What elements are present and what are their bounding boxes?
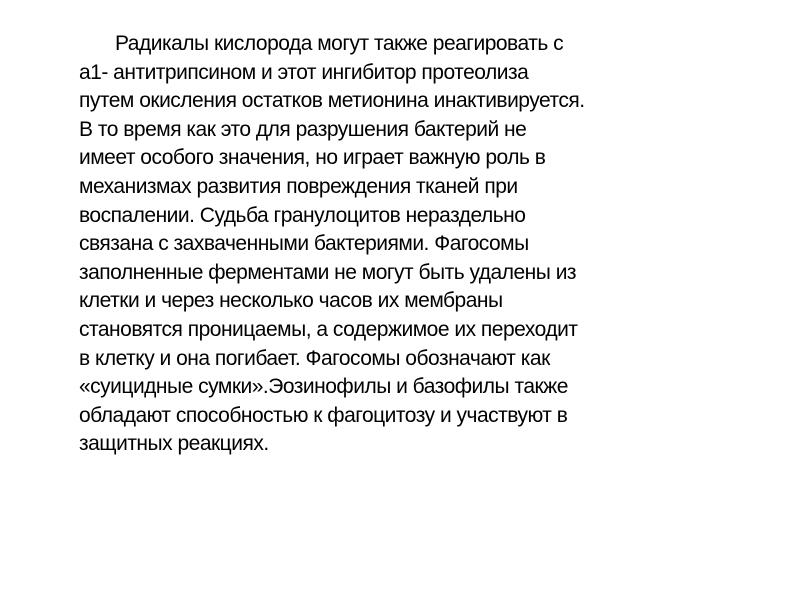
paragraph-line: становятся проницаемы, а содержимое их переходит [79, 317, 578, 341]
paragraph-line: имеет особого значения, но играет важную роль в [79, 146, 546, 170]
paragraph-line: путем окисления остатков метионина инактивируется. [79, 89, 585, 113]
paragraph-line: a1- антитрипсином и этот ингибитор протеолиза [79, 60, 529, 84]
paragraph-line: воспалении. Судьба гранулоцитов нераздельно [79, 203, 526, 227]
paragraph-line: связана с захваченными бактериями. Фагосомы [79, 232, 529, 256]
paragraph-line: механизмах развития повреждения тканей при [79, 174, 518, 198]
paragraph-line: в клетку и она погибает. Фагосомы обозначают как [79, 346, 550, 370]
paragraph-line: клетки и через несколько часов их мембраны [79, 289, 503, 313]
paragraph-line: заполненные ферментами не могут быть удалены из [79, 260, 577, 284]
paragraph-line: защитных реакциях. [79, 432, 269, 456]
paragraph-line: обладают способностью к фагоцитозу и участвуют в [79, 403, 568, 427]
paragraph-line: Радикалы кислорода могут также реагировать с [115, 32, 564, 55]
paragraph-line: В то время как это для разрушения бактерий не [79, 117, 527, 141]
body-paragraph [79, 30, 779, 459]
paragraph-line: «суицидные сумки».Эозинофилы и базофилы также [79, 375, 568, 399]
